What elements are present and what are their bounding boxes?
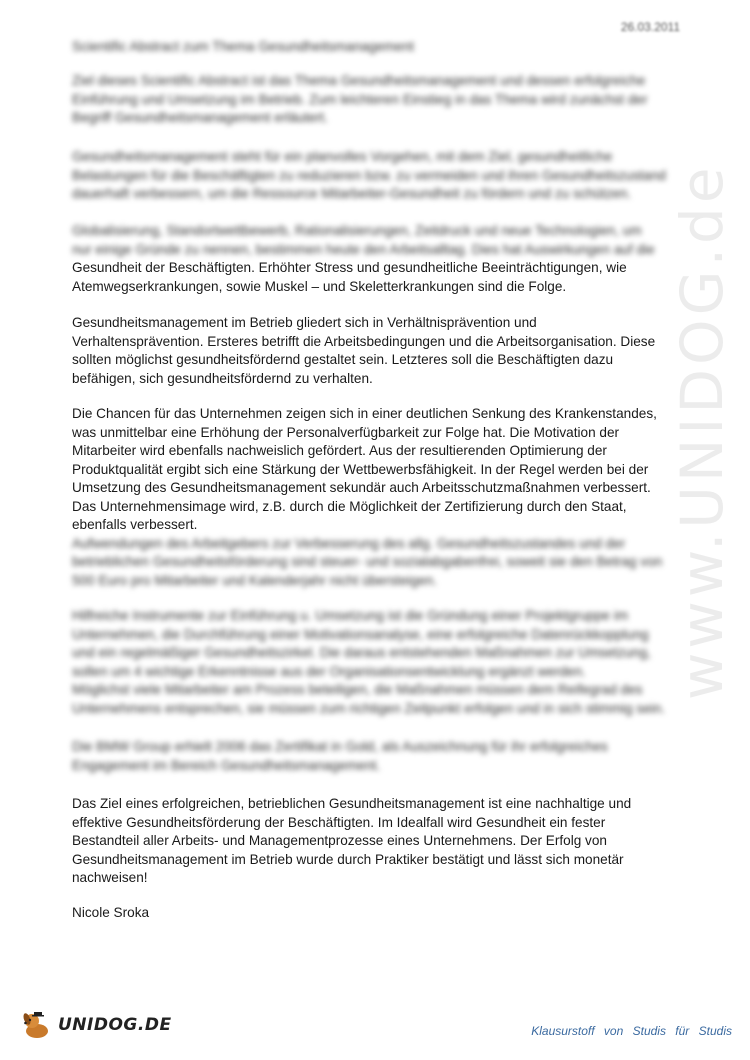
document-title: Scientific Abstract zum Thema Gesundheitsmanagement: [72, 39, 415, 54]
text-line: Produktqualität ergibt sich eine Stärkung der Wettbewerbsfähigkeit. In der Regel werden bei der: [72, 461, 649, 477]
text-line: 500 Euro pro Mitarbeiter und Kalenderjahr nicht übersteigen.: [72, 572, 437, 588]
footer-tagline: Klausurstoff von Studis für Studis: [531, 1024, 732, 1038]
unidog-logo[interactable]: [20, 1010, 172, 1040]
text-line: sollten möglichst gesundheitsfördernd gestaltet sein. Letzteres soll die Beschäftigten dazu: [72, 352, 614, 367]
text-line: Aufwendungen des Arbeitgebers zur Verbesserung des allg. Gesundheitszustandes und der: [72, 535, 626, 551]
text-line: sollen um 4 wichtige Erkenntnisse aus der Organisationsentwicklung ergänzt werden.: [72, 663, 586, 679]
paragraph-instruments: [72, 607, 678, 718]
text-line: Ziel dieses Scientific Abstract ist das Thema Gesundheitsmanagement und dessen erfolgreiche: [72, 73, 646, 88]
paragraph-context: [72, 222, 678, 296]
text-line: Hilfreiche Instrumente zur Einführung u. Umsetzung ist die Gründung einer Projektgruppe im: [72, 608, 629, 623]
dog-icon: [20, 1010, 54, 1040]
text-line: Unternehmen, die Durchführung einer Motivationsanalyse, eine erfolgreiche Datenrückkopplung: [72, 626, 649, 642]
text-line: Globalisierung, Standortwettbewerb, Rationalisierungen, Zeitdruck und neue Technologien, um: [72, 223, 642, 238]
text-line: Gesundheit der Beschäftigten. Erhöhter Stress und gesundheitliche Beeinträchtigungen, wie: [72, 260, 627, 275]
document-date: 26.03.2011: [620, 20, 680, 34]
text-line: Einführung und Umsetzung im Betrieb. Zum leichteren Einstieg in das Thema wird zunächst der: [72, 91, 648, 107]
text-line: und ein regelmäßiger Gesundheitszirkel. Die daraus entstehenden Maßnahmen zur Umsetzung,: [72, 645, 651, 660]
text-line: Gesundheitsmanagement im Betrieb gliedert sich in Verhältnisprävention und: [72, 315, 537, 330]
text-line: betrieblichen Gesundheitsförderung sind steuer- und sozialabgabenfrei, soweit sie den Betrag von: [72, 554, 663, 569]
text-line: nachweisen!: [72, 870, 148, 885]
text-line: nur einige Gründe zu nennen, bestimmen heute den Arbeitsalltag. Dies hat Auswirkungen auf die: [72, 241, 655, 257]
paragraph-intro: [72, 72, 678, 128]
text-line: Mitarbeiter wird ebenfalls nachweislich gefördert. Aus der resultierenden Optimierung der: [72, 443, 607, 458]
text-line: Bestandteil aller Arbeits- und Managementprozesse eines Unternehmens. Der Erfolg von: [72, 833, 607, 848]
text-line: Umsetzung des Gesundheitsmanagement sekundär auch Arbeitsschutzmaßnahmen verbessert.: [72, 480, 651, 495]
text-line: Das Ziel eines erfolgreichen, betrieblichen Gesundheitsmanagement ist eine nachhaltige und: [72, 796, 632, 811]
text-line: befähigen, sich gesundheitsfördernd zu verhalten.: [72, 370, 373, 386]
author-name: Nicole Sroka: [72, 905, 150, 920]
text-line: Das Unternehmensimage wird, z.B. durch die Möglichkeit der Zertifizierung durch den Staat,: [72, 498, 627, 514]
text-line: Gesundheitsmanagement steht für ein planvolles Vorgehen, mit dem Ziel, gesundheitliche: [72, 149, 613, 164]
text-line: Atemwegserkrankungen, sowie Muskel – und Skeletterkrankungen sind die Folge.: [72, 278, 567, 294]
text-line: Die Chancen für das Unternehmen zeigen sich in einer deutlichen Senkung des Krankenstandes,: [72, 406, 657, 421]
paragraph-example: [72, 738, 678, 775]
text-line: dauerhaft verbessern, um die Ressource Mitarbeiter-Gesundheit zu fördern und zu schützen.: [72, 186, 632, 201]
paragraph-opportunities: [72, 405, 678, 590]
paragraph-prevention: [72, 314, 678, 388]
text-line: effektive Gesundheitsförderung der Beschäftigten. Im Idealfall wird Gesundheit ein fester: [72, 814, 606, 830]
text-line: Verhaltensprävention. Ersteres betrifft die Arbeitsbedingungen und die Arbeitsorganisation. Diese: [72, 333, 656, 349]
text-line: Begriff Gesundheitsmanagement erläutert.: [72, 110, 328, 125]
text-line: Möglichst viele Mitarbeiter am Prozess beteiligen, die Maßnahmen müssen dem Reifegrad des: [72, 682, 643, 697]
paragraph-definition: [72, 148, 678, 204]
text-line: Engagement im Bereich Gesundheitsmanagement.: [72, 757, 381, 773]
text-line: Unternehmens entsprechen, sie müssen zum richtigen Zeitpunkt erfolgen und in sich stimmig sein.: [72, 700, 666, 716]
paragraph-conclusion: [72, 795, 678, 888]
text-line: Die BMW Group erhielt 2006 das Zertifikat in Gold, als Auszeichnung für ihr erfolgreiches: [72, 739, 608, 754]
text-line: Belastungen für die Beschäftigten zu reduzieren bzw. zu vermeiden und ihren Gesundheitszustand: [72, 167, 666, 183]
watermark-text: www.UNIDOG.de: [668, 163, 736, 700]
logo-text: UNIDOG.DE: [58, 1015, 172, 1035]
text-line: Gesundheitsmanagement im Betrieb wurde durch Praktiker bestätigt und lässt sich monetär: [72, 851, 624, 867]
text-line: ebenfalls verbessert.: [72, 517, 198, 532]
text-line: was unmittelbar eine Erhöhung der Personalverfügbarkeit zur Folge hat. Die Motivation der: [72, 424, 620, 440]
